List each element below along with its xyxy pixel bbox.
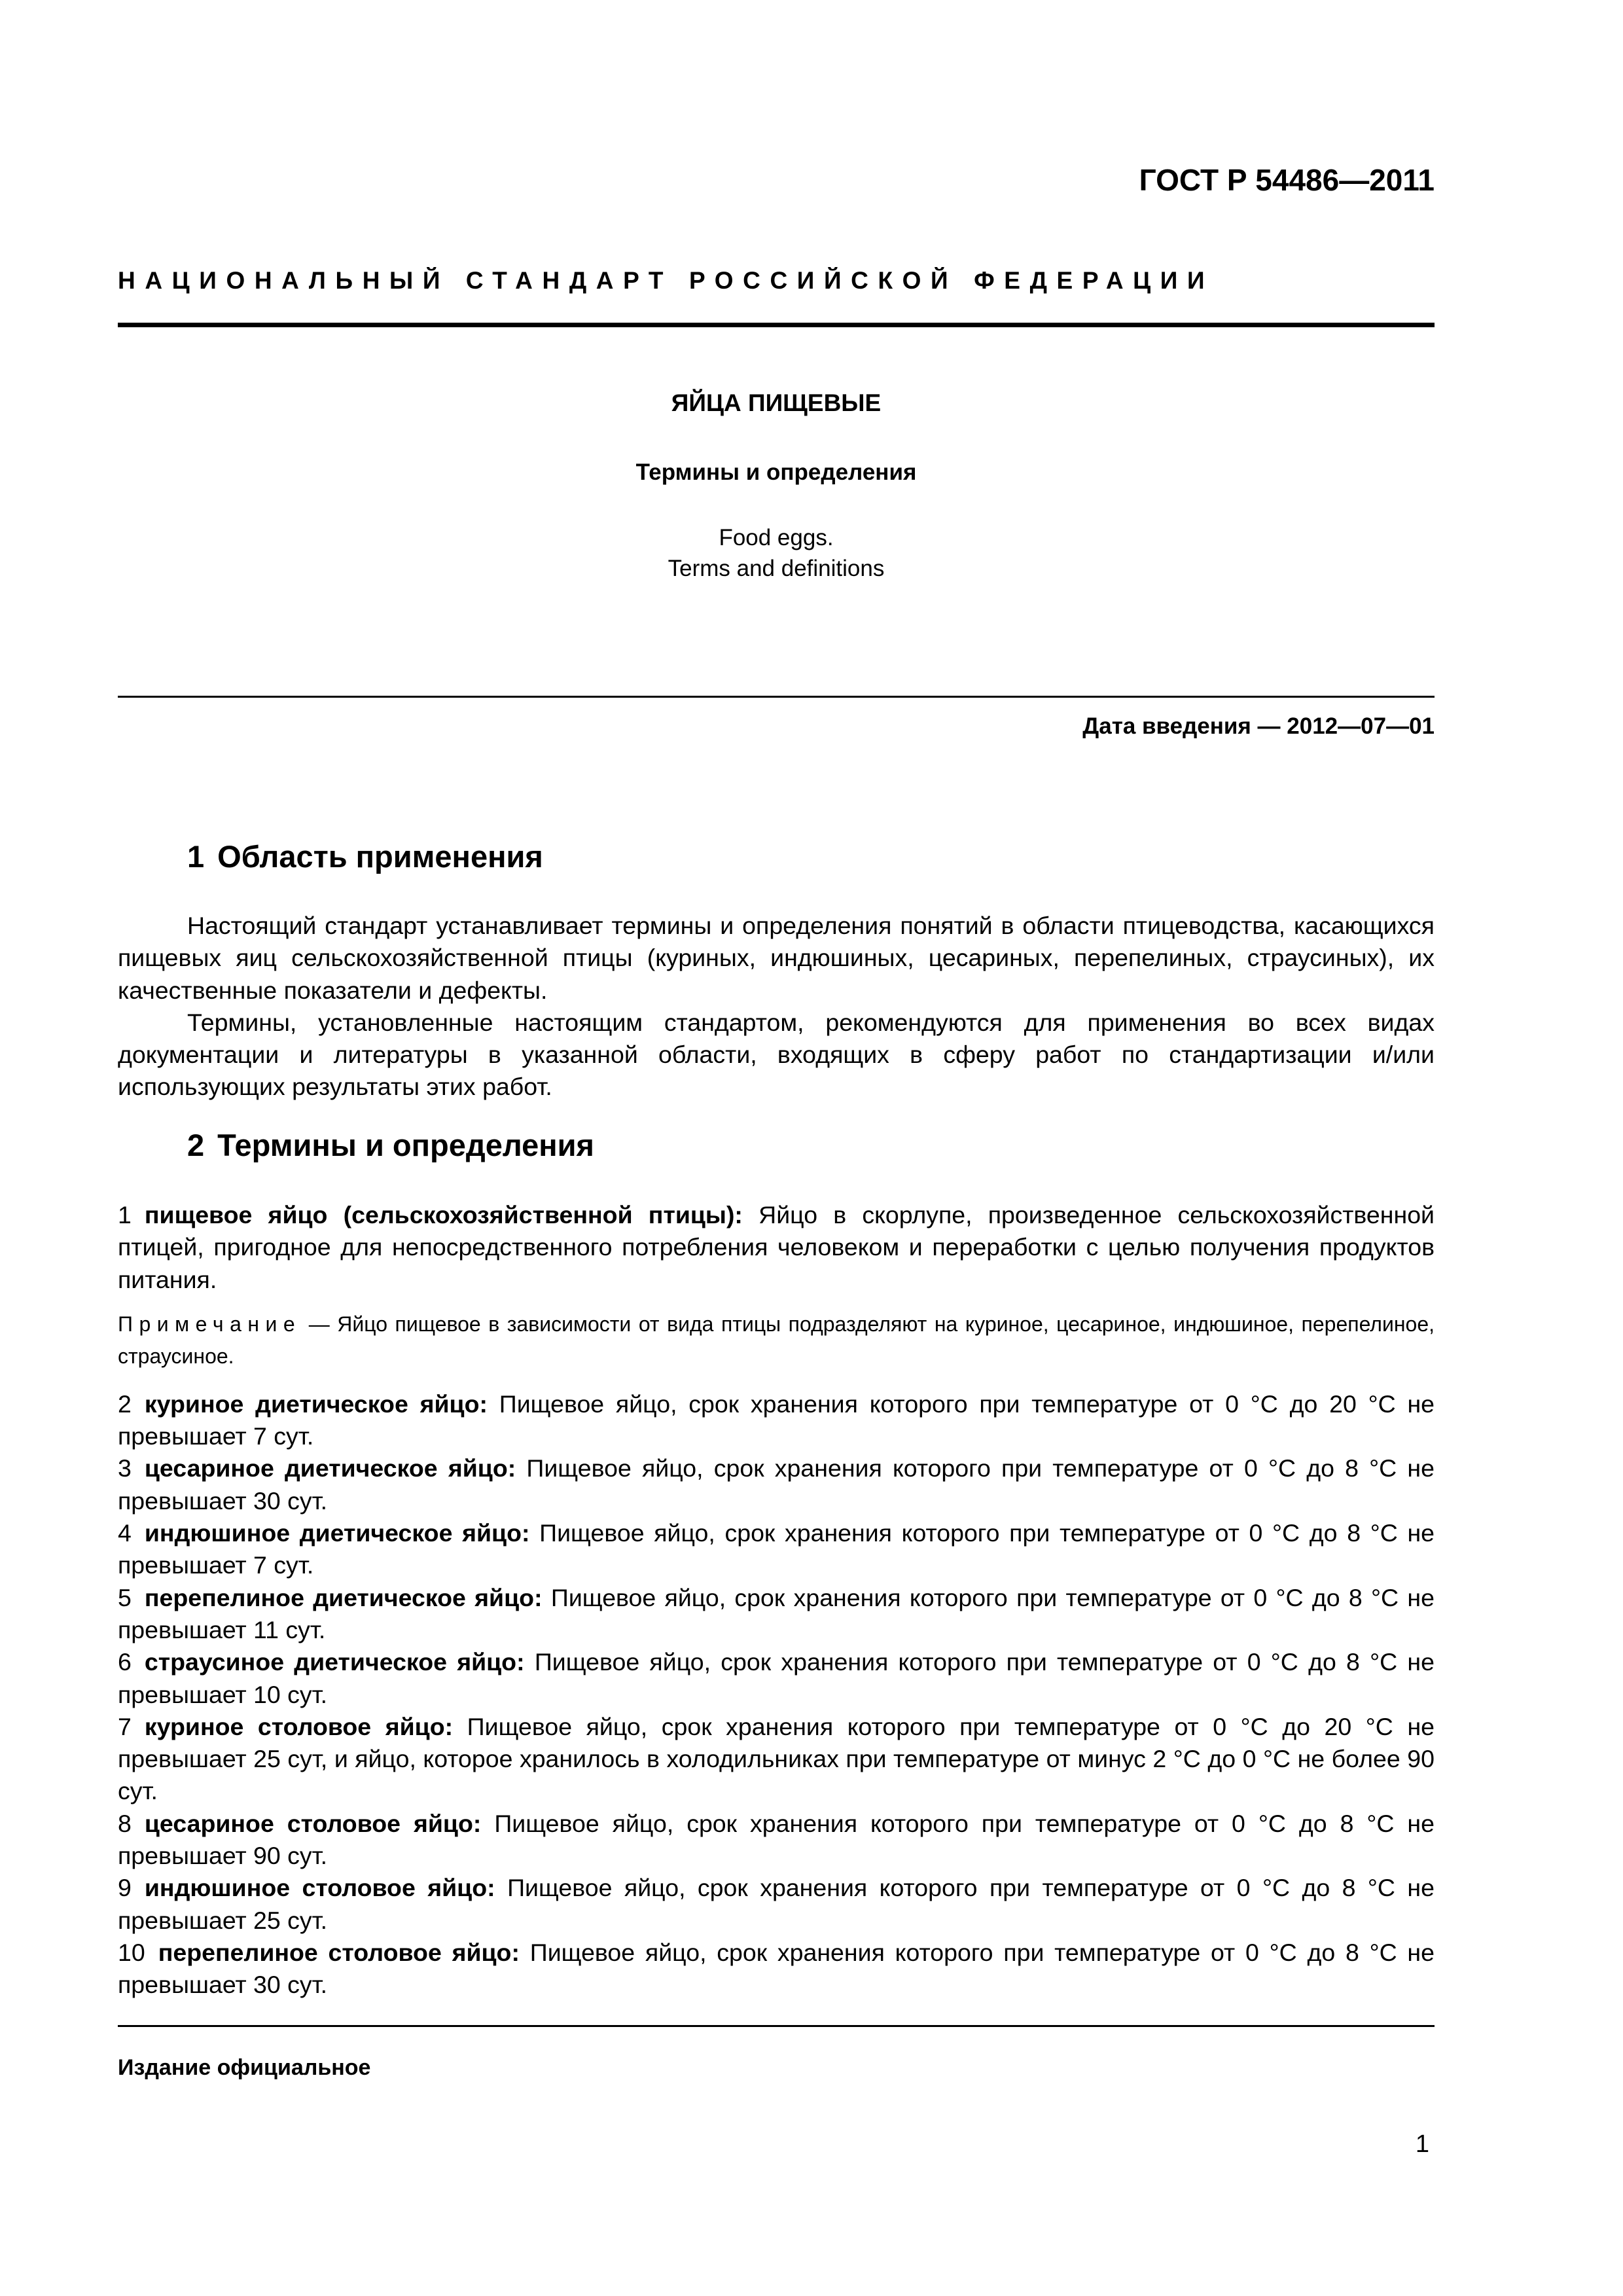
term-definition: Пищевое яйцо, срок хранения которого при температуре от 0 °С до 20 °С не превышает 7 сут.: [118, 1390, 1435, 1450]
section-2-heading: [187, 1127, 594, 1163]
term-definition: Яйцо в скорлупе, произведенное сельскохозяйственной птицей, пригодное для непосредственного потребления человеком и переработки с целью получения продуктов питания.: [118, 1201, 1435, 1293]
english-title-line1: Food eggs.: [719, 525, 834, 550]
term-number: 9: [118, 1874, 132, 1902]
term-name: цесариное диетическое яйцо:: [144, 1454, 516, 1482]
terms-list: [118, 1199, 1435, 2001]
section-1-paragraph: Термины, установленные настоящим стандартом, рекомендуются для применения во всех видах документации и литературы в указанной области, входящих в сферу работ по стандартизации и/или использующих результаты этих работ.: [118, 1008, 1435, 1101]
term-name: перепелиное диетическое яйцо:: [144, 1583, 543, 1611]
note-text: — Яйцо пищевое в зависимости от вида птицы подразделяют на куриное, цесариное, индюшиное, перепелиное, страусиное.: [118, 1312, 1435, 1368]
term-definition: Пищевое яйцо, срок хранения которого при температуре от 0 °С до 8 °С не превышает 30 сут.: [118, 1454, 1435, 1515]
term-definition: Пищевое яйцо, срок хранения которого при температуре от 0 °С до 20 °С не превышает 25 сут, и яйцо, которое хранилось в холодильниках при температуре от минус 2 °С до 0 °С не более 90 сут.: [118, 1712, 1435, 1805]
term-name: цесариное столовое яйцо:: [144, 1809, 482, 1837]
term-name: индюшиное столовое яйцо:: [144, 1874, 495, 1902]
english-title-line2: Terms and definitions: [668, 556, 885, 581]
section-2-number: 2: [187, 1128, 205, 1162]
term-number: 3: [118, 1454, 132, 1482]
term-definition: Пищевое яйцо, срок хранения которого при температуре от 0 °С до 8 °С не превышает 30 сут.: [118, 1938, 1435, 1999]
section-1-body: [118, 910, 1435, 1103]
term-definition: Пищевое яйцо, срок хранения которого при температуре от 0 °С до 8 °С не превышает 10 сут.: [118, 1648, 1435, 1708]
section-1-paragraph: Настоящий стандарт устанавливает термины и определения понятий в области птицеводства, касающихся пищевых яиц сельскохозяйственной птицы (куриных, индюшиных, цесариных, перепелиных, страусиных), их качественные показатели и дефекты.: [118, 912, 1435, 1004]
standard-designation: ГОСТ Р 54486—2011: [1139, 163, 1435, 197]
term-number: 1: [118, 1201, 132, 1229]
term-entry: [118, 1517, 1435, 1582]
term-name: перепелиное столовое яйцо:: [158, 1938, 520, 1966]
term-name: индюшиное диетическое яйцо:: [144, 1519, 530, 1547]
document-subtitle: Термины и определения: [635, 459, 917, 485]
footer-rule: [118, 2025, 1435, 2027]
term-definition: Пищевое яйцо, срок хранения которого при температуре от 0 °С до 8 °С не превышает 7 сут.: [118, 1519, 1435, 1579]
page-number: 1: [1415, 2130, 1429, 2158]
note-label: Примечание: [118, 1312, 302, 1336]
section-2-title: Термины и определения: [217, 1128, 594, 1162]
term-entry: [118, 1808, 1435, 1873]
document-title: ЯЙЦА ПИЩЕВЫЕ: [671, 389, 882, 416]
term-entry: [118, 1388, 1435, 1453]
national-standard-banner: НАЦИОНАЛЬНЫЙ СТАНДАРТ РОССИЙСКОЙ ФЕДЕРАЦИИ: [118, 267, 1215, 294]
term-name: куриное столовое яйцо:: [144, 1712, 454, 1740]
term-number: 7: [118, 1712, 132, 1740]
term-note: [118, 1308, 1435, 1372]
title-rule: [118, 696, 1435, 698]
term-definition: Пищевое яйцо, срок хранения которого при температуре от 0 °С до 8 °С не превышает 25 сут.: [118, 1874, 1435, 1934]
term-entry: [118, 1711, 1435, 1808]
term-entry: [118, 1872, 1435, 1937]
term-entry: [118, 1452, 1435, 1517]
official-edition-label: Издание официальное: [118, 2055, 371, 2080]
term-number: 5: [118, 1583, 132, 1611]
term-number: 2: [118, 1390, 132, 1418]
term-definition: Пищевое яйцо, срок хранения которого при температуре от 0 °С до 8 °С не превышает 90 сут.: [118, 1809, 1435, 1870]
term-definition: Пищевое яйцо, срок хранения которого при температуре от 0 °С до 8 °С не превышает 11 сут.: [118, 1583, 1435, 1643]
term-name: куриное диетическое яйцо:: [144, 1390, 488, 1418]
term-name: страусиное диетическое яйцо:: [144, 1648, 525, 1676]
english-title: [118, 522, 1435, 584]
section-1-heading: [187, 838, 543, 874]
section-1-title: Область применения: [217, 839, 543, 874]
term-entry: [118, 1582, 1435, 1647]
term-number: 4: [118, 1519, 132, 1547]
introduction-date: Дата введения — 2012—07—01: [1082, 713, 1435, 739]
term-entry: [118, 1199, 1435, 1296]
term-number: 6: [118, 1648, 132, 1676]
section-1-number: 1: [187, 839, 205, 874]
term-name: пищевое яйцо (сельскохозяйственной птицы):: [144, 1201, 743, 1229]
term-number: 8: [118, 1809, 132, 1837]
term-entry: [118, 1937, 1435, 2001]
term-entry: [118, 1646, 1435, 1711]
header-rule: [118, 323, 1435, 327]
term-number: 10: [118, 1938, 145, 1966]
